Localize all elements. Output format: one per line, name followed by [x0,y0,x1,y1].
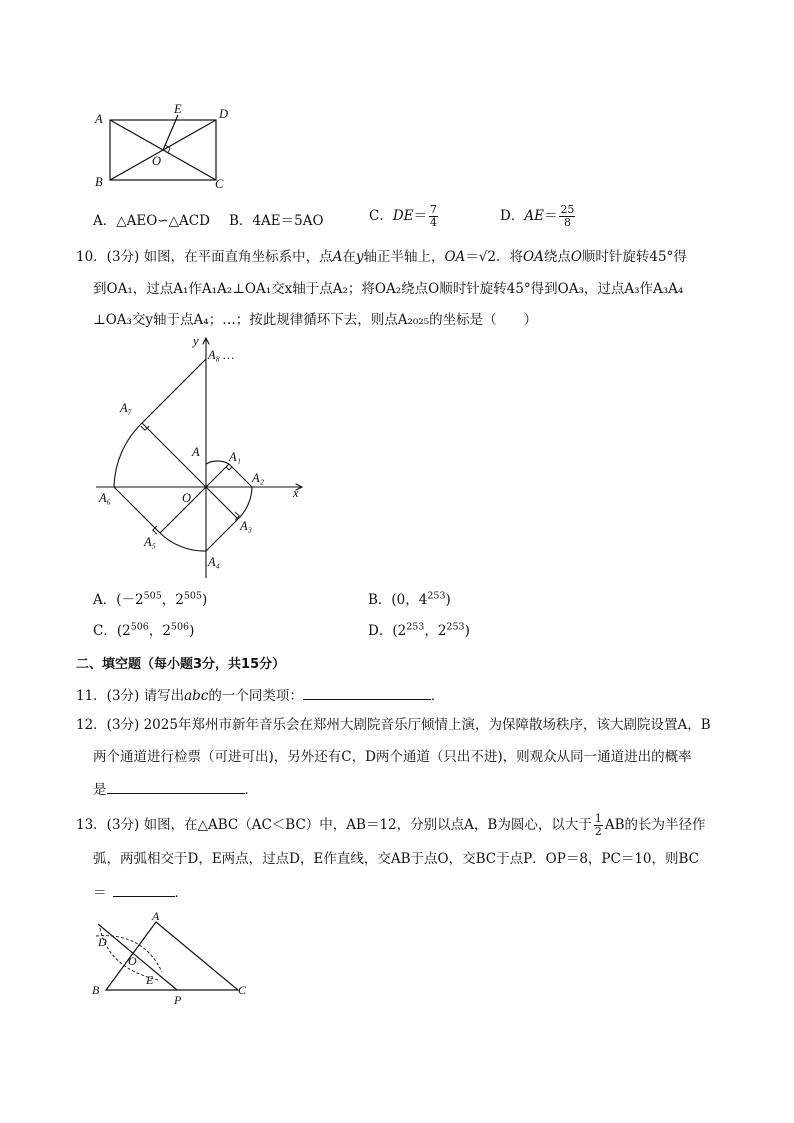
label-b: B [92,983,100,997]
figure-q10-coordinate-spiral [88,330,318,580]
label-a: A [192,445,200,459]
segment-a3a4 [206,519,238,551]
arc-a4-a5 [160,533,206,551]
q13-line-3: ＝ ． [93,882,188,902]
arc-a-a1 [206,461,229,464]
label-d: D [219,107,229,121]
label-a2: A₂ [252,471,264,485]
label-o: O [152,154,162,168]
label-c: C [215,177,224,190]
section-heading-fill-in: 二、填空题（每小题3分，共15分） [76,657,286,672]
segment-a7a8 [142,359,206,423]
label-b: B [95,175,103,189]
q9-option-d: D．AE＝ $\frac{25}{8}$ [500,203,575,229]
q12-line-1: 12．(3分) 2025年郑州市新年音乐会在郑州大剧院音乐厅倾情上演，为保障散场秩序，该大剧院设置A，B [76,717,711,733]
label-a3: A₃ [240,519,252,533]
label-a5: A₅ [144,535,156,549]
q10-option-d: D．($2^{253}$，$2^{253}$) [368,621,470,639]
label-a4: A₄ [208,555,220,569]
q13-line-2: 弧，两弧相交于D，E两点，过点D，E作直线，交AB于点O，交BC于点P．OP＝8，PC＝10，则BC [93,851,700,867]
label-a7: A₇ [120,401,132,415]
label-a: A [95,112,103,126]
triangle-abc [106,922,238,990]
segment-a1a2 [229,464,252,487]
q11-answer-blank[interactable] [303,685,431,700]
q11: 11．(3分) 请写出abc的一个同类项： ． [76,685,444,705]
fraction-1-2: $\frac{1}{2}$ [594,812,602,838]
figure-q13-triangle [88,910,258,1010]
q9-option-a: A．△AEO∽△ACD [93,213,210,229]
label-e: E [174,102,182,116]
q13-line-1: 13．(3分) 如图，在△ABC（AC＜BC）中，AB＝12，分别以点A，B为圆心，以大于 $\frac{1}{2}$ AB的长为半径作 [76,812,706,838]
q9-option-c: C．DE＝ $\frac{7}{4}$ [369,203,438,229]
q10-option-a: A．($-2^{505}$，$2^{505}$) [93,590,208,608]
label-x: x [293,486,299,500]
q12-line-3: 是 ． [93,779,258,799]
label-a: A [152,910,160,923]
q9-option-b: B．4AE＝5AO [229,213,324,229]
label-d: D [98,935,107,949]
q10-option-b: B．(0，$4^{253}$) [368,590,451,608]
arc-a6-a7 [114,423,142,487]
label-a1: A₁ [229,450,241,464]
perpendicular-bisector-dp [98,924,177,990]
label-a6: A₆ [99,491,111,505]
label-o: O [128,954,137,968]
q10-line-1: 10．(3分) 如图，在平面直角坐标系中，点A在y轴正半轴上，OA＝√2．将OA绕点O顺时针旋转45°得 [76,249,687,265]
label-o: O [182,491,192,505]
right-angle-a1 [226,467,232,470]
fraction-7-4: $\frac{7}{4}$ [430,203,438,229]
label-p: P [174,993,182,1007]
label-y: y [193,334,199,348]
q12-line-2: 两个通道进行检票（可进可出)，另外还有C，D两个通道（只出不进)，则观众从同一通道进出的概率 [93,749,692,765]
label-c: C [238,983,247,997]
fraction-25-8: $\frac{25}{8}$ [560,203,575,229]
q10-line-3: ⊥OA₃交y轴于点A₄；…；按此规律循环下去，则点A₂₀₂₅的坐标是（ ） [93,312,538,328]
q12-answer-blank[interactable] [107,779,245,794]
q10-option-c: C．($2^{506}$，$2^{506}$) [93,621,195,639]
q10-line-2: 到OA₁，过点A₁作A₁A₂⊥OA₁交x轴于点A₂；将OA₂绕点O顺时针旋转45°得到OA₃，过点A₃作A₃A₄ [93,281,684,297]
label-e: E [146,973,154,987]
q13-answer-blank[interactable] [113,882,175,897]
arc-a2-a3 [238,487,252,519]
label-a8: A₈ … [208,348,235,362]
ray-oa3 [206,487,238,519]
segment-a5a6 [114,487,160,533]
figure-q9-rectangle [88,98,238,190]
ray-oa1 [206,464,229,487]
